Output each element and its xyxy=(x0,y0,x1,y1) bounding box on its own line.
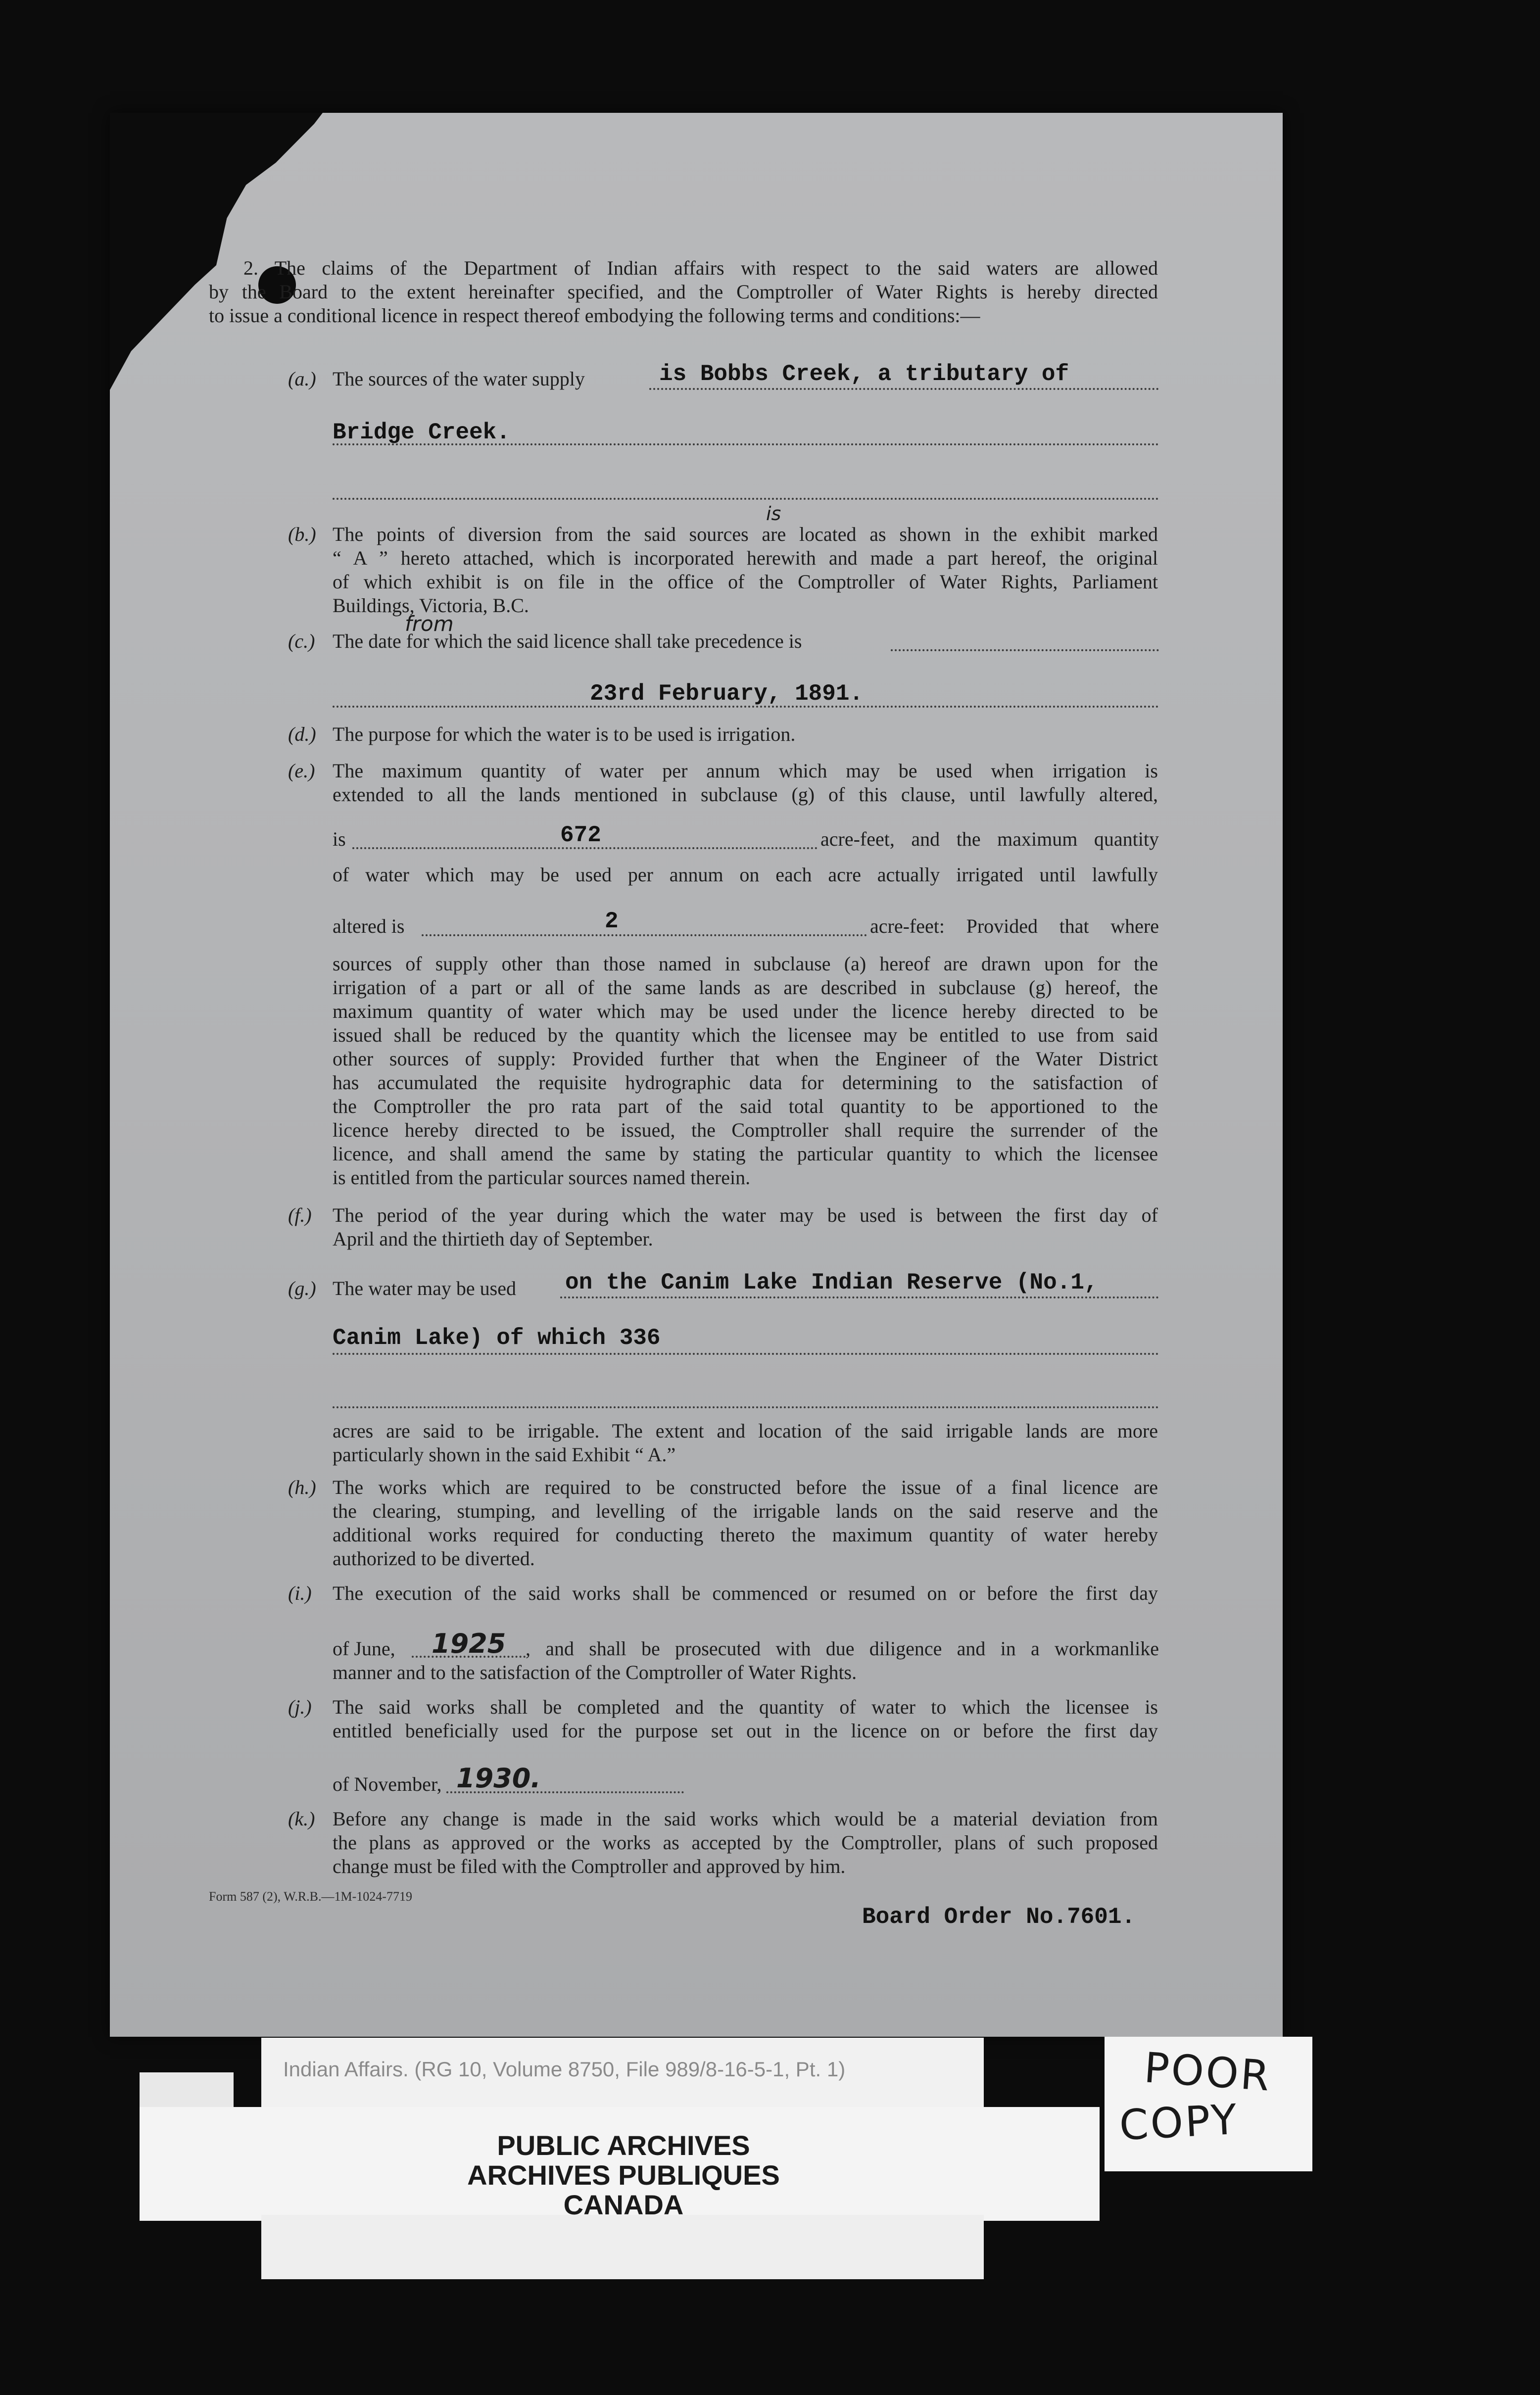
clause-h-marker: (h.) xyxy=(288,1476,316,1498)
clause-e-para-7: the Comptroller the pro rata part of the said total quantity to be apportioned to the xyxy=(333,1095,1158,1117)
clause-i-of-label: of June, xyxy=(333,1637,395,1660)
clause-g-text: The water may be used xyxy=(333,1277,516,1299)
clause-e-marker: (e.) xyxy=(288,760,315,782)
archive-reference: Indian Affairs. (RG 10, Volume 8750, File 989/8-16-5-1, Pt. 1) xyxy=(283,2058,846,2081)
archive-title-line-1: PUBLIC ARCHIVES xyxy=(497,2130,750,2161)
clause-e-para-4: issued shall be reduced by the quantity which the licensee may be entitled to use from said xyxy=(333,1024,1158,1046)
clause-j-of-label: of November, xyxy=(333,1773,442,1795)
clause-j-year: 1930. xyxy=(456,1763,541,1794)
clause-e-para-5: other sources of supply: Provided further that when the Engineer of the Water District xyxy=(333,1048,1158,1070)
clause-k-marker: (k.) xyxy=(288,1808,315,1830)
clause-k-line-1: Before any change is made in the said works which would be a material deviation from xyxy=(333,1808,1158,1830)
clause-e-para-6: has accumulated the requisite hydrographic data for determining to the satisfaction of xyxy=(333,1071,1158,1094)
clause-e-after-quantity: acre-feet, and the maximum quantity xyxy=(820,828,1159,850)
clause-e-typed-acre-feet: 2 xyxy=(605,909,619,934)
clause-i-marker: (i.) xyxy=(288,1582,312,1604)
clause-b-line-4: Buildings, Victoria, B.C. xyxy=(333,594,529,617)
clause-i-year: 1925 xyxy=(432,1628,506,1659)
clause-g-fill-line xyxy=(560,1296,1159,1298)
clause-e-para-10: is entitled from the particular sources named therein. xyxy=(333,1166,751,1189)
clause-a-marker: (a.) xyxy=(288,368,316,390)
poor-copy-line-2: COPY xyxy=(1118,2095,1240,2150)
clause-g-line-2: particularly shown in the said Exhibit “ A.” xyxy=(333,1443,676,1466)
clause-a-typed-creek: Bridge Creek. xyxy=(333,420,510,445)
clause-e-line-3: of water which may be used per annum on each acre actually irrigated until lawfully xyxy=(333,863,1158,886)
board-order-number: Board Order No.7601. xyxy=(862,1904,1136,1930)
archive-title-line-3: CANADA xyxy=(563,2189,684,2220)
clause-b-line-1: The points of diversion from the said sources are located as shown in the exhibit marked xyxy=(333,523,1158,545)
clause-a-typed-source: is Bobbs Creek, a tributary of xyxy=(659,361,1069,387)
clause-g-line-1: acres are said to be irrigable. The extent and location of the said irrigable lands are more xyxy=(333,1420,1158,1442)
clause-b-line-3: of which exhibit is on file in the office of the Comptroller of Water Rights, Parliament xyxy=(333,571,1158,593)
clause-e-para-3: maximum quantity of water which may be used under the licence hereby directed to be xyxy=(333,1000,1158,1022)
clause-g-typed-reserve: on the Canim Lake Indian Reserve (No.1, xyxy=(565,1270,1098,1295)
clause-h-line-4: authorized to be diverted. xyxy=(333,1547,535,1570)
clause-e-acre-line xyxy=(422,934,867,936)
clause-j-line-2: entitled beneficially used for the purpose set out in the licence on or before the first day xyxy=(333,1720,1158,1742)
clause-h-line-2: the clearing, stumping, and levelling of the irrigable lands on the said reserve and the xyxy=(333,1500,1158,1522)
clause-c-fill-line xyxy=(891,649,1159,651)
form-number: Form 587 (2), W.R.B.—1M-1024-7719 xyxy=(209,1889,412,1904)
clause-i-line-1: The execution of the said works shall be commenced or resumed on or before the first day xyxy=(333,1582,1158,1604)
clause-a-fill-line-3 xyxy=(333,498,1159,500)
clause-h-line-1: The works which are required to be constructed before the issue of a final licence are xyxy=(333,1476,1158,1498)
clause-b-insertion: is xyxy=(766,503,781,525)
clause-e-line-1: The maximum quantity of water per annum which may be used when irrigation is xyxy=(333,760,1158,782)
clause-k-line-2: the plans as approved or the works as accepted by the Comptroller, plans of such proposed xyxy=(333,1831,1158,1854)
clause-f-marker: (f.) xyxy=(288,1204,312,1226)
clause-e-after-acre: acre-feet: Provided that where xyxy=(870,915,1159,937)
clause-d-text: The purpose for which the water is to be used is irrigation. xyxy=(333,723,796,745)
clause-e-para-2: irrigation of a part or all of the same lands as are described in subclause (g) hereof, the xyxy=(333,976,1158,999)
clause-g-marker: (g.) xyxy=(288,1277,316,1299)
clause-c-typed-date: 23rd February, 1891. xyxy=(590,681,864,707)
clause-g-fill-line-2 xyxy=(333,1353,1159,1355)
clause-e-para-1: sources of supply other than those named in subclause (a) hereof are drawn upon for the xyxy=(333,953,1158,975)
clause-d-marker: (d.) xyxy=(288,723,316,745)
clause-a-fill-line xyxy=(649,388,1159,390)
clause-a-text: The sources of the water supply xyxy=(333,368,585,390)
clause-j-line-1: The said works shall be completed and the quantity of water to which the licensee is xyxy=(333,1696,1158,1718)
archive-title-line-2: ARCHIVES PUBLIQUES xyxy=(467,2159,780,2191)
clause-g-fill-line-3 xyxy=(333,1406,1159,1408)
clause-e-altered-label: altered is xyxy=(333,915,405,937)
clause-j-marker: (j.) xyxy=(288,1696,312,1718)
clause-i-line-3: manner and to the satisfaction of the Comptroller of Water Rights. xyxy=(333,1661,857,1683)
clause-f-line-2: April and the thirtieth day of September. xyxy=(333,1228,653,1250)
clause-e-para-9: licence, and shall amend the same by stating the particular quantity to which the licensee xyxy=(333,1143,1158,1165)
clause-i-after-year: , and shall be prosecuted with due diligence and in a workmanlike xyxy=(526,1637,1159,1660)
clause-c-text: The date for which the said licence shall take precedence is xyxy=(333,630,802,652)
clause-b-line-2: “ A ” hereto attached, which is incorporated herewith and made a part hereof, the original xyxy=(333,547,1158,569)
intro-line-3: to issue a conditional licence in respect thereof embodying the following terms and conditions:— xyxy=(209,304,980,327)
intro-line-1: 2. The claims of the Department of Indian affairs with respect to the said waters are allowed xyxy=(243,257,1158,279)
clause-e-line-2: extended to all the lands mentioned in subclause (g) of this clause, until lawfully altered, xyxy=(333,783,1158,806)
clause-e-is-label: is xyxy=(333,828,346,850)
clause-c-marker: (c.) xyxy=(288,630,315,652)
poor-copy-line-1: POOR xyxy=(1142,2043,1273,2101)
clause-f-line-1: The period of the year during which the water may be used is between the first day of xyxy=(333,1204,1158,1226)
clause-h-line-3: additional works required for conducting thereto the maximum quantity of water hereby xyxy=(333,1524,1158,1546)
stamp-lower-panel xyxy=(261,2215,984,2279)
clause-k-line-3: change must be filed with the Comptroller and approved by him. xyxy=(333,1855,846,1877)
clause-e-para-8: licence hereby directed to be issued, the Comptroller shall require the surrender of the xyxy=(333,1119,1158,1141)
clause-e-typed-quantity: 672 xyxy=(560,822,601,848)
clause-g-typed-lake: Canim Lake) of which 336 xyxy=(333,1325,661,1351)
clause-b-marker: (b.) xyxy=(288,523,316,545)
intro-line-2: by the Board to the extent hereinafter specified, and the Comptroller of Water Rights is hereby directed xyxy=(209,281,1158,303)
clause-c-insertion: from xyxy=(405,612,454,636)
